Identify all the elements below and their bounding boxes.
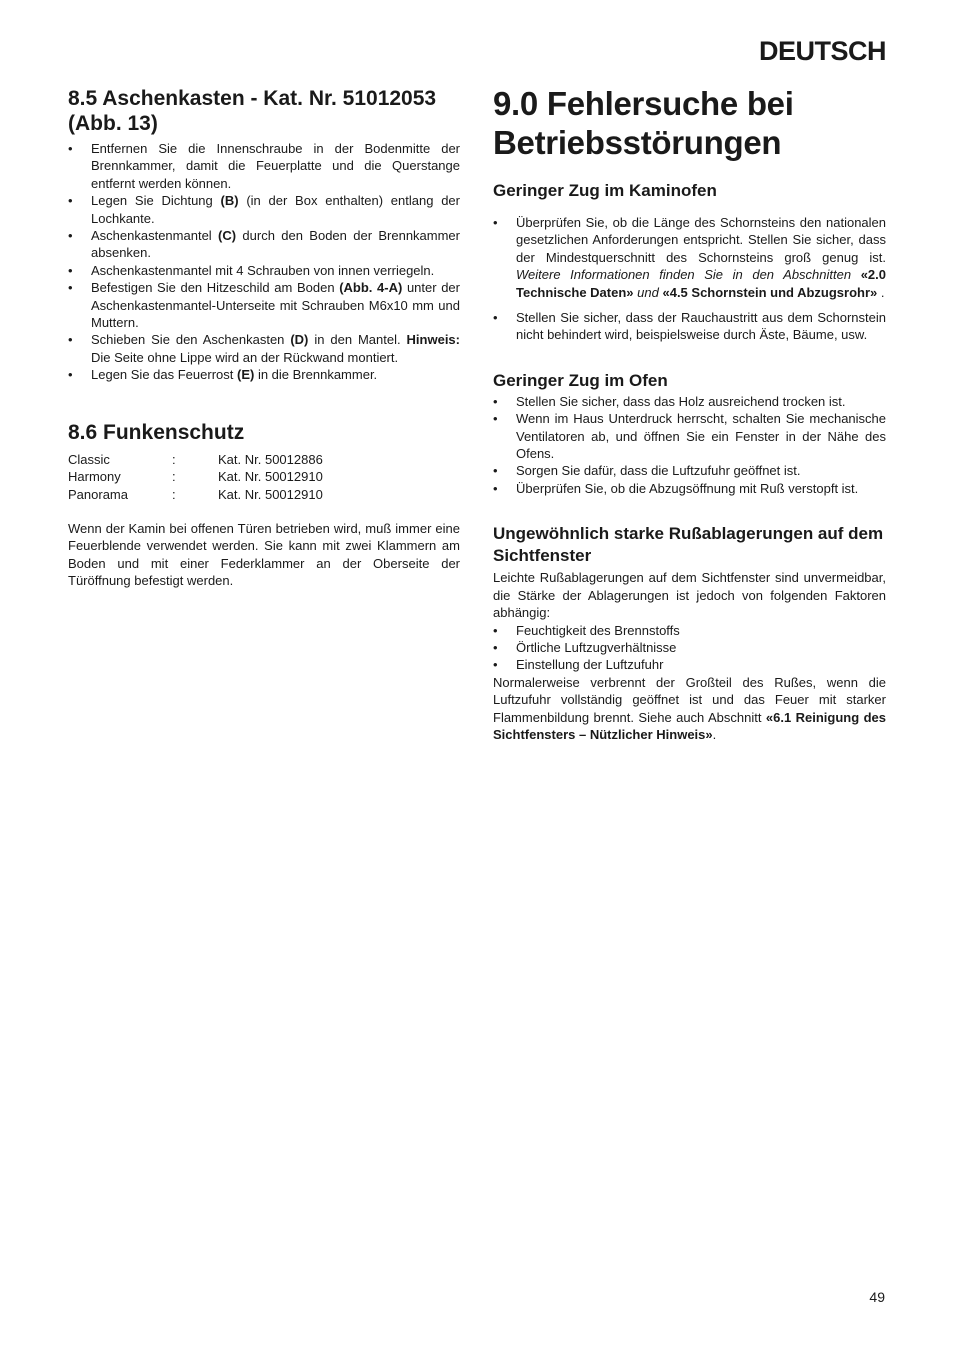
bold-text: «6.1 Reinigung des Sichtfensters – Nützlicher Hinweis» xyxy=(493,709,886,742)
catalog-number: Kat. Nr. 50012886 xyxy=(218,451,323,467)
low-draft-stove-list xyxy=(493,214,886,344)
text-run xyxy=(851,267,861,282)
text-run: Stellen Sie sicher, dass das Holz ausreichend trocken ist. xyxy=(516,393,846,409)
subsection-title: Ungewöhnlich starke Rußablagerungen auf dem Sichtfenster xyxy=(493,524,884,566)
spark-guard-catalog-table xyxy=(68,451,323,503)
subsection-low-draft-oven xyxy=(493,370,886,497)
text-run: Die Seite ohne Lippe wird an der Rückwand montiert. xyxy=(91,349,399,365)
subsection-title: Geringer Zug im Kaminofen xyxy=(493,181,717,200)
bold-text: (B) xyxy=(220,193,239,209)
model-name: Harmony xyxy=(68,469,121,485)
text-run: Entfernen Sie die Innenschraube in der Bodenmitte der Brennkammer, damit die Feuerplatte und die Querstange entfernt werden können. xyxy=(91,141,460,191)
text-run: Überprüfen Sie, ob die Abzugsöffnung mit Ruß verstopft ist. xyxy=(516,480,859,496)
text-run: . xyxy=(877,284,885,300)
text-run: Stellen Sie sicher, dass der Rauchaustritt aus dem Schornstein nicht behindert wird, beispielsweise durch Äste, Bäume, usw. xyxy=(516,310,886,343)
text-run: Legen Sie das Feuerrost xyxy=(91,367,237,383)
bold-text: (D) xyxy=(290,332,309,348)
section-8-6-title: 8.6 Funkenschutz xyxy=(68,420,245,444)
list-item xyxy=(493,480,886,497)
italic-text: und xyxy=(637,284,659,300)
section-8-6 xyxy=(68,420,460,590)
text-run: in die Brennkammer. xyxy=(254,367,378,383)
model-name: Classic xyxy=(68,451,110,467)
list-item xyxy=(68,227,460,262)
page-number: 49 xyxy=(869,1289,885,1305)
subsection-low-draft-stove xyxy=(493,180,886,344)
list-item xyxy=(68,192,460,227)
italic-text: Weitere Informationen finden Sie in den Abschnitten xyxy=(516,267,852,283)
list-item xyxy=(493,393,886,410)
list-item xyxy=(68,262,460,279)
text-run: durch den Boden der Brennkammer absenken. xyxy=(91,228,460,261)
soot-factors-list xyxy=(493,622,886,674)
table-row xyxy=(68,486,323,503)
table-row xyxy=(68,451,323,468)
text-run: (in der Box enthalten) entlang der Lochkante. xyxy=(91,193,460,226)
bold-text: (C) xyxy=(218,228,237,244)
text-run: Schieben Sie den Aschenkasten xyxy=(91,332,291,348)
bold-text: (E) xyxy=(236,367,255,383)
bold-text: «4.5 Schornstein und Abzugsrohr» xyxy=(662,284,878,300)
list-item xyxy=(493,622,886,639)
section-8-5 xyxy=(68,86,460,384)
text-run: . xyxy=(712,726,717,742)
list-item xyxy=(493,462,886,479)
text-run: Feuchtigkeit des Brennstoffs xyxy=(516,622,680,638)
separator: : xyxy=(172,469,176,485)
catalog-number: Kat. Nr. 50012910 xyxy=(218,486,323,502)
text-run: Normalerweise verbrennt der Großteil des Rußes, wenn die Luftzufuhr vollständig geöffnet ist und das Feuer mit starker Flammenbildung brennt. Siehe auch Abschnitt xyxy=(493,674,886,725)
subsection-soot-deposits xyxy=(493,523,886,743)
text-run: Aschenkastenmantel xyxy=(91,228,219,244)
list-item xyxy=(493,410,886,462)
left-column xyxy=(68,86,460,590)
text-run: Sorgen Sie dafür, dass die Luftzufuhr geöffnet ist. xyxy=(516,463,801,479)
bold-text: «2.0 Technische Daten» xyxy=(516,267,886,300)
spark-guard-paragraph: Wenn der Kamin bei offenen Türen betrieben wird, muß immer eine Feuerblende verwendet werden. Sie kann mit zwei Klammern am Boden und mit einer Federklammer an der Oberseite der Türöffnung befestigt werden. xyxy=(68,520,460,589)
text-run: unter der Aschenkastenmantel-Unterseite mit Schrauben M6x10 mm und Muttern. xyxy=(91,280,460,331)
list-item xyxy=(68,140,460,192)
text-run: Örtliche Luftzugverhältnisse xyxy=(516,639,677,655)
catalog-number: Kat. Nr. 50012910 xyxy=(218,469,323,485)
section-9-title: 9.0 Fehlersuche bei Betriebsstörungen xyxy=(493,85,794,161)
list-item xyxy=(68,366,460,383)
list-item xyxy=(493,214,886,301)
low-draft-oven-list xyxy=(493,393,886,497)
bold-text: (Abb. 4-A) xyxy=(339,280,403,296)
table-row xyxy=(68,468,323,485)
text-run: Wenn im Haus Unterdruck herrscht, schalten Sie mechanische Ventilatoren ab, und öffnen Sie ein Fenster in der Nähe des Ofens. xyxy=(516,411,886,462)
text-run: Überprüfen Sie, ob die Länge des Schornsteins den nationalen gesetzlichen Anforderungen entspricht. Stellen Sie sicher, dass der Mindestquerschnitt des Schornsteins groß genug ist. xyxy=(516,215,886,265)
list-item xyxy=(68,279,460,331)
list-item xyxy=(493,309,886,344)
text-run: Befestigen Sie den Hitzeschild am Boden xyxy=(91,280,340,296)
ash-box-steps-list xyxy=(68,140,460,384)
separator: : xyxy=(172,451,176,467)
list-item xyxy=(493,639,886,656)
right-column xyxy=(493,84,886,743)
soot-intro-paragraph: Leichte Rußablagerungen auf dem Sichtfenster sind unvermeidbar, die Stärke der Ablagerungen ist jedoch von folgenden Faktoren abhängig: xyxy=(493,570,886,621)
text-run: in den Mantel. xyxy=(308,332,407,348)
text-run: Aschenkastenmantel mit 4 Schrauben von innen verriegeln. xyxy=(91,262,435,278)
soot-closing-paragraph xyxy=(493,674,886,744)
list-item xyxy=(68,331,460,366)
bold-text: Hinweis: xyxy=(406,332,460,348)
language-label: DEUTSCH xyxy=(758,36,886,66)
separator: : xyxy=(172,486,176,502)
text-run: Einstellung der Luftzufuhr xyxy=(516,657,664,673)
section-8-5-title: 8.5 Aschenkasten - Kat. Nr. 51012053 (Abb. 13) xyxy=(68,87,437,135)
list-item xyxy=(493,656,886,673)
subsection-title: Geringer Zug im Ofen xyxy=(493,370,668,390)
model-name: Panorama xyxy=(68,486,128,502)
text-run: Legen Sie Dichtung xyxy=(91,193,221,209)
